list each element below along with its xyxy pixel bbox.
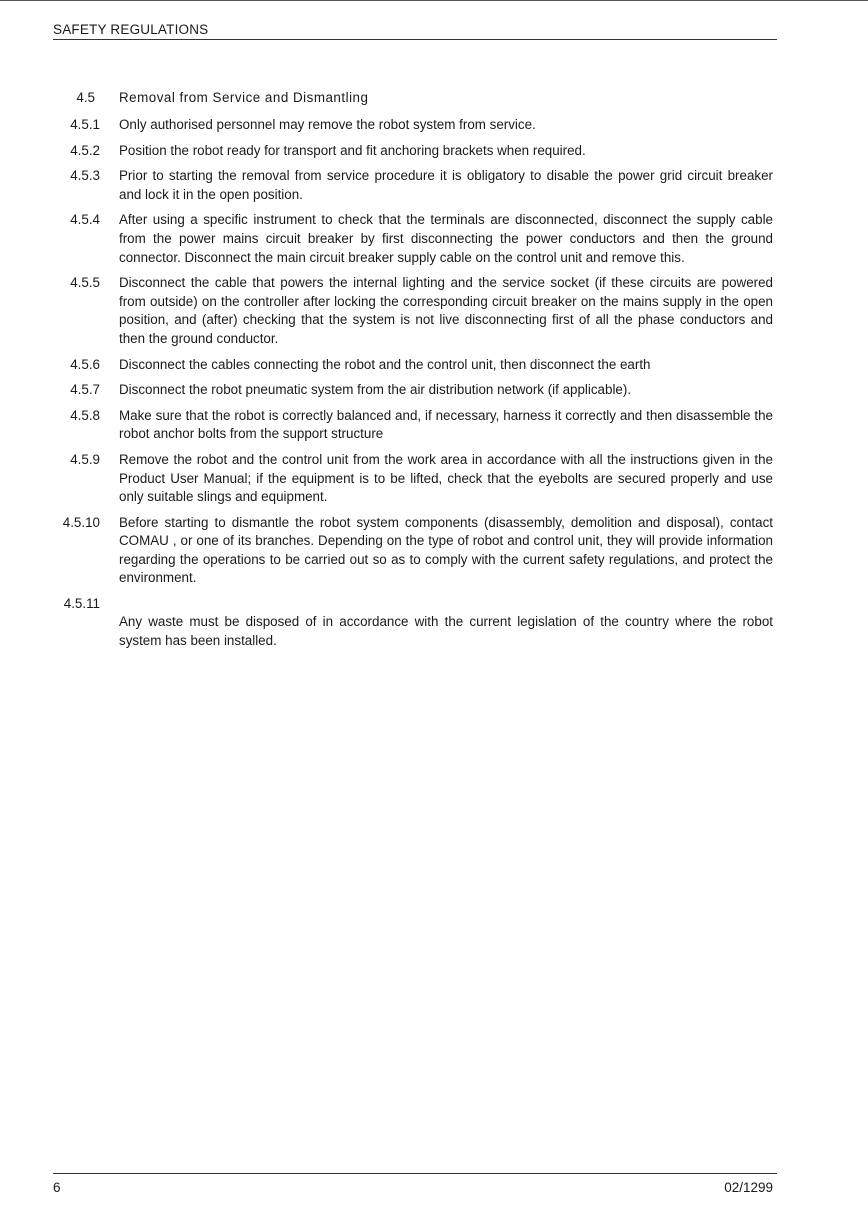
item-text: Disconnect the cables connecting the robot and the control unit, then disconnect the earth (119, 356, 651, 372)
header-title: SAFETY REGULATIONS (53, 22, 209, 37)
page-footer (53, 1173, 777, 1195)
list-item (0, 407, 868, 444)
page-header (53, 21, 777, 40)
item-number: 4.5.2 (70, 142, 100, 158)
page-number: 6 (53, 1180, 61, 1195)
item-number: 4.5.3 (70, 168, 100, 184)
page-content (0, 89, 868, 657)
item-text: Position the robot ready for transport and fit anchoring brackets when required. (119, 142, 586, 158)
item-number: 4.5.7 (70, 382, 100, 398)
section-number: 4.5 (76, 90, 95, 105)
list-item (0, 451, 868, 507)
list-item (0, 211, 868, 267)
item-number: 4.5.4 (70, 212, 100, 228)
item-text: Any waste must be disposed of in accordance with the current legislation of the country where the robot system has been installed. (119, 614, 773, 648)
list-item (0, 116, 868, 135)
item-text: Remove the robot and the control unit from the work area in accordance with all the instructions given in the Product User Manual; if the equipment is to be lifted, check that the eyebolts are secured properly and use only suitable slings and equipment. (119, 451, 773, 505)
list-item (0, 381, 868, 400)
item-number: 4.5.8 (70, 407, 100, 423)
section-heading (0, 89, 868, 109)
item-text: Only authorised personnel may remove the robot system from service. (119, 117, 536, 132)
list-item (0, 274, 868, 348)
item-text: After using a specific instrument to check that the terminals are disconnected, disconnect the supply cable from the power mains circuit breaker by first disconnecting the power conductors and then the ground connector. Disconnect the main circuit breaker supply cable on the control unit and remove this. (119, 212, 773, 265)
item-number: 4.5.9 (70, 451, 100, 467)
document-code: 02/1299 (724, 1180, 773, 1195)
section-title: Removal from Service and Dismantling (119, 90, 369, 105)
list-item (0, 595, 868, 650)
item-text: Disconnect the robot pneumatic system from the air distribution network (if applicable). (119, 382, 632, 398)
item-number: 4.5.1 (70, 117, 100, 132)
item-number: 4.5.11 (63, 596, 100, 612)
list-item (0, 142, 868, 161)
list-item (0, 514, 868, 588)
item-text: Disconnect the cable that powers the internal lighting and the service socket (if these circuits are powered from outside) on the controller after locking the corresponding circuit breaker on the mains supply in the open position, and (after) checking that the system is not live disconnecting first of all the phase conductors and then the ground conductor. (119, 275, 773, 346)
list-item (0, 356, 868, 375)
item-number: 4.5.5 (70, 275, 100, 291)
top-rule (0, 0, 868, 1)
item-number: 4.5.6 (70, 356, 100, 372)
item-text: Make sure that the robot is correctly balanced and, if necessary, harness it correctly and then disassemble the robot anchor bolts from the support structure (119, 407, 773, 442)
list-item (0, 167, 868, 204)
item-text: Prior to starting the removal from service procedure it is obligatory to disable the power grid circuit breaker and lock it in the open position. (119, 168, 773, 202)
item-text: Before starting to dismantle the robot system components (disassembly, demolition and disposal), contact COMAU , or one of its branches. Depending on the type of robot and control unit, they will provide information regarding the operations to be carried out so as to comply with the current safety regulations, and protect the environment. (119, 514, 773, 586)
item-number: 4.5.10 (62, 514, 100, 530)
